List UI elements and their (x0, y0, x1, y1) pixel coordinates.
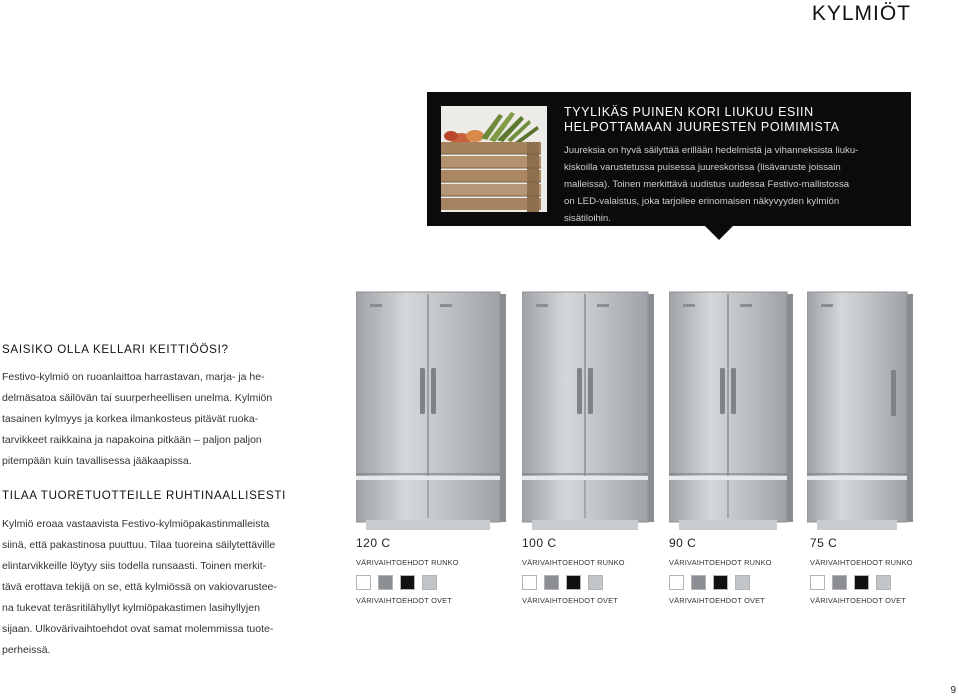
body-colour-label: VÄRIVAIHTOEHDOT RUNKO (522, 558, 625, 567)
fridge-plinth (532, 520, 638, 530)
model-name: 100 C (522, 536, 557, 550)
fridge-image-90c (669, 290, 793, 532)
section-heading-fresh-storage: TILAA TUORETUOTTEILLE RUHTINAALLISESTI (2, 489, 287, 502)
promo-title: TYYLIKÄS PUINEN KORI LIUKUU ESIIN HELPOTTAMAAN JUURESTEN POIMIMISTA (564, 105, 840, 134)
body-colour-swatches (356, 575, 496, 590)
swatch-grey[interactable] (544, 575, 559, 590)
swatch-black[interactable] (566, 575, 581, 590)
fridge-image-75c (807, 290, 913, 532)
swatch-steel[interactable] (876, 575, 891, 590)
fridge-image-120c (356, 290, 506, 532)
door-handle (720, 368, 725, 414)
section-body-cellar (2, 367, 331, 472)
section-body-fresh-storage (2, 514, 331, 661)
swatch-black[interactable] (854, 575, 869, 590)
promo-box (427, 92, 911, 226)
promo-text-line: kiskoilla varustetussa puisessa juureskorissa (lisävaruste joissain (564, 162, 841, 173)
fridge-plinth (679, 520, 777, 530)
door-handle (420, 368, 425, 414)
wooden-basket-photo (441, 106, 547, 212)
model-100c (522, 536, 662, 605)
promo-text-line: sisätiloihin. (564, 213, 611, 224)
body-line: elintarvikkeille löytyy siis todella runsaasti. Toinen merkit- (2, 560, 267, 572)
promo-text-line: on LED-valaistus, joka tarjoilee erinomaisen näkyvyyden kylmiön (564, 196, 840, 207)
swatch-grey[interactable] (832, 575, 847, 590)
model-75c (810, 536, 950, 605)
brand-badge (597, 304, 609, 307)
fridge-plinth (366, 520, 490, 530)
swatch-steel[interactable] (422, 575, 437, 590)
fridge-svg (669, 290, 793, 532)
promo-text-line: malleissa). Toinen merkittävä uudistus uudessa Festivo-mallistossa (564, 179, 850, 190)
swatch-grey[interactable] (378, 575, 393, 590)
door-handle (891, 370, 896, 416)
brand-badge (683, 304, 695, 307)
body-colour-label: VÄRIVAIHTOEHDOT RUNKO (356, 558, 459, 567)
swatch-black[interactable] (400, 575, 415, 590)
body-colour-label: VÄRIVAIHTOEHDOT RUNKO (810, 558, 913, 567)
brand-badge (740, 304, 752, 307)
body-line: siinä, että pakastinosa puuttuu. Tilaa tuoreina säilytettäville (2, 539, 276, 551)
model-name: 90 C (669, 536, 697, 550)
body-line: na tukevat teräsritilähyllyt kylmiöpakastimen lasihyllyjen (2, 602, 260, 614)
swatch-steel[interactable] (735, 575, 750, 590)
brand-badge (440, 304, 452, 307)
drawer-highlight (356, 476, 500, 480)
brand-badge (821, 304, 833, 307)
body-line: delmäsatoa säilövän tai suurperheellisen unelma. Kylmiön (2, 392, 273, 404)
swatch-white[interactable] (810, 575, 825, 590)
door-colour-label: VÄRIVAIHTOEHDOT OVET (810, 596, 906, 605)
swatch-white[interactable] (356, 575, 371, 590)
door-handle (431, 368, 436, 414)
page-title: KYLMIÖT (811, 2, 911, 25)
drawer-highlight (807, 476, 907, 480)
model-name: 120 C (356, 536, 391, 550)
model-120c (356, 536, 496, 605)
brand-badge (370, 304, 382, 307)
body-colour-swatches (810, 575, 950, 590)
door-colour-label: VÄRIVAIHTOEHDOT OVET (669, 596, 765, 605)
body-line: perheissä. (2, 644, 51, 656)
model-90c (669, 536, 809, 605)
fridge-svg (522, 290, 654, 532)
promo-text-line: Juureksia on hyvä säilyttää erillään hedelmistä ja vihanneksista liuku- (564, 145, 859, 156)
body-colour-swatches (669, 575, 809, 590)
door-handle (588, 368, 593, 414)
drawer-highlight (669, 476, 787, 480)
door-colour-label: VÄRIVAIHTOEHDOT OVET (522, 596, 618, 605)
swatch-white[interactable] (669, 575, 684, 590)
swatch-grey[interactable] (691, 575, 706, 590)
body-line: sijaan. Ulkovärivaihtoehdot ovat samat molemmissa tuote- (2, 623, 274, 635)
swatch-black[interactable] (713, 575, 728, 590)
brand-badge (536, 304, 548, 307)
promo-pointer-arrow (705, 226, 733, 240)
fridge-svg (356, 290, 506, 532)
body-line: Festivo-kylmiö on ruoanlaittoa harrastavan, marja- ja he- (2, 371, 265, 383)
fridge-svg (807, 290, 913, 532)
model-name: 75 C (810, 536, 838, 550)
body-line: tarvikkeet raikkaina ja napakoina pitkään – paljon paljon (2, 434, 262, 446)
door-colour-label: VÄRIVAIHTOEHDOT OVET (356, 596, 452, 605)
page-number: 9 (950, 685, 956, 696)
door-handle (731, 368, 736, 414)
door-handle (577, 368, 582, 414)
body-colour-swatches (522, 575, 662, 590)
section-heading-cellar: SAISIKO OLLA KELLARI KEITTIÖÖSI? (2, 343, 229, 356)
body-line: tasainen kylmyys ja korkea ilmankosteus pitävät ruoka- (2, 413, 259, 425)
body-line: Kylmiö eroaa vastaavista Festivo-kylmiöpakastinmalleista (2, 518, 270, 530)
swatch-steel[interactable] (588, 575, 603, 590)
promo-text (564, 142, 898, 227)
fridge-image-100c (522, 290, 654, 532)
body-line: tävä erottava tekijä on se, että kylmiössä on vakiovarustee- (2, 581, 277, 593)
body-colour-label: VÄRIVAIHTOEHDOT RUNKO (669, 558, 772, 567)
drawer-highlight (522, 476, 648, 480)
fridge-plinth (817, 520, 897, 530)
body-line: pitempään kuin tavallisessa jääkaapissa. (2, 455, 192, 467)
swatch-white[interactable] (522, 575, 537, 590)
